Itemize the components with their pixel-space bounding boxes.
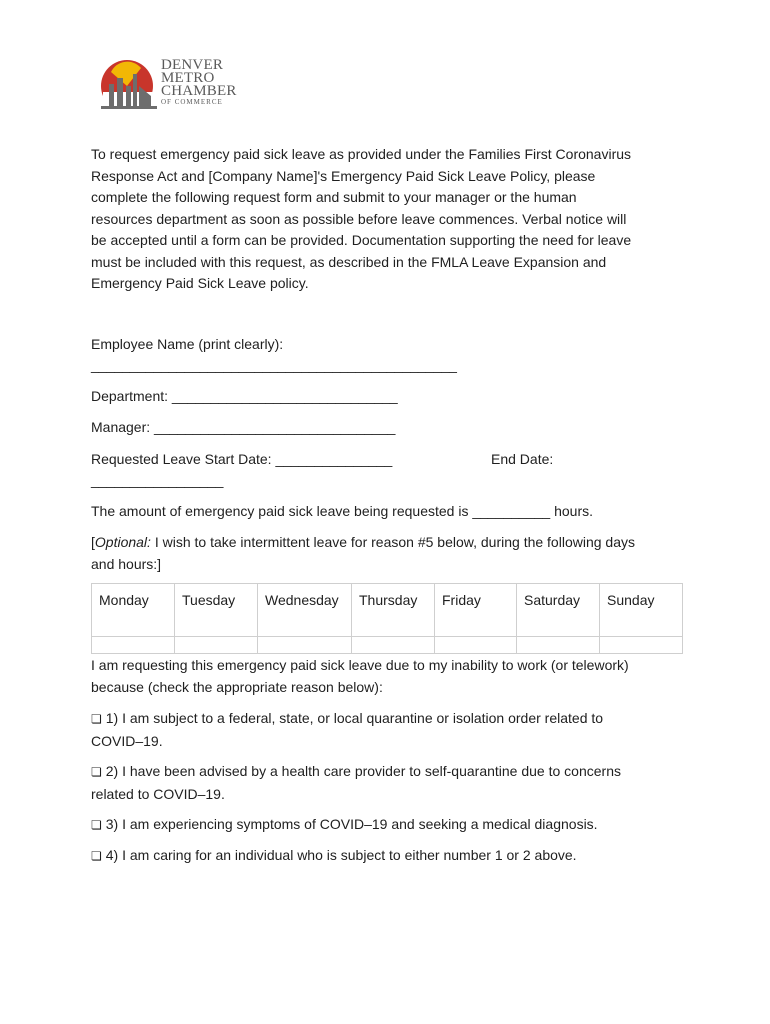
reason-2: ❏ 2) I have been advised by a health care provider to self-quarantine due to concerns related to COVID–19. <box>91 763 621 802</box>
table-row <box>92 637 683 654</box>
checkbox-4[interactable]: ❏ <box>91 849 102 863</box>
reason-intro: I am requesting this emergency paid sick leave due to my inability to work (or telework) because (check the appropriate reason below): <box>91 657 629 695</box>
table-header-row <box>92 584 683 637</box>
start-date-field[interactable]: Requested Leave Start Date: _______________ <box>91 451 393 467</box>
intermittent-days-table <box>91 583 683 654</box>
day-friday: Friday <box>435 584 517 637</box>
intro-paragraph: To request emergency paid sick leave as provided under the Families First Coronavirus Response Act and [Company Name]'s Emergency Paid Sick Leave Policy, please complete the following request form and submit to your manager or the human resources department as soon as possible before leave commences. Verbal notice will be accepted until a form can be provided. Documentation supporting the need for leave must be included with this request, as described in the FMLA Leave Expansion and Emergency Paid Sick Leave policy. <box>91 146 632 291</box>
reason-1: ❏ 1) I am subject to a federal, state, or local quarantine or isolation order related to COVID–19. <box>91 710 604 749</box>
hours-monday-cell[interactable] <box>92 637 175 654</box>
employee-name-label: Employee Name (print clearly): <box>91 336 284 352</box>
manager-field[interactable]: Manager: _______________________________ <box>91 419 396 435</box>
hours-wednesday-cell[interactable] <box>258 637 352 654</box>
day-wednesday: Wednesday <box>258 584 352 637</box>
day-tuesday: Tuesday <box>175 584 258 637</box>
optional-note: [Optional: I wish to take intermittent leave for reason #5 below, during the following days and hours:] <box>91 534 635 572</box>
checkbox-1[interactable]: ❏ <box>91 712 102 726</box>
hours-requested-field[interactable]: The amount of emergency paid sick leave being requested is __________ hours. <box>91 503 593 519</box>
hours-saturday-cell[interactable] <box>517 637 600 654</box>
department-field[interactable]: Department: _____________________________ <box>91 388 398 404</box>
checkbox-3[interactable]: ❏ <box>91 818 102 832</box>
employee-name-field[interactable]: _______________________________________________ <box>91 357 457 373</box>
reason-3: ❏ 3) I am experiencing symptoms of COVID–19 and seeking a medical diagnosis. <box>91 816 598 832</box>
denver-metro-chamber-logo <box>97 56 257 120</box>
logo-wordmark: DENVER METRO CHAMBER OF COMMERCE <box>161 57 237 106</box>
hours-thursday-cell[interactable] <box>352 637 435 654</box>
chamber-logo-icon <box>97 56 161 120</box>
hours-friday-cell[interactable] <box>435 637 517 654</box>
end-date-field[interactable]: _________________ <box>91 472 224 488</box>
end-date-label: End Date: <box>491 451 554 467</box>
day-monday: Monday <box>92 584 175 637</box>
checkbox-2[interactable]: ❏ <box>91 765 102 779</box>
day-thursday: Thursday <box>352 584 435 637</box>
day-sunday: Sunday <box>600 584 683 637</box>
hours-sunday-cell[interactable] <box>600 637 683 654</box>
day-saturday: Saturday <box>517 584 600 637</box>
hours-tuesday-cell[interactable] <box>175 637 258 654</box>
reason-4: ❏ 4) I am caring for an individual who is subject to either number 1 or 2 above. <box>91 847 577 863</box>
